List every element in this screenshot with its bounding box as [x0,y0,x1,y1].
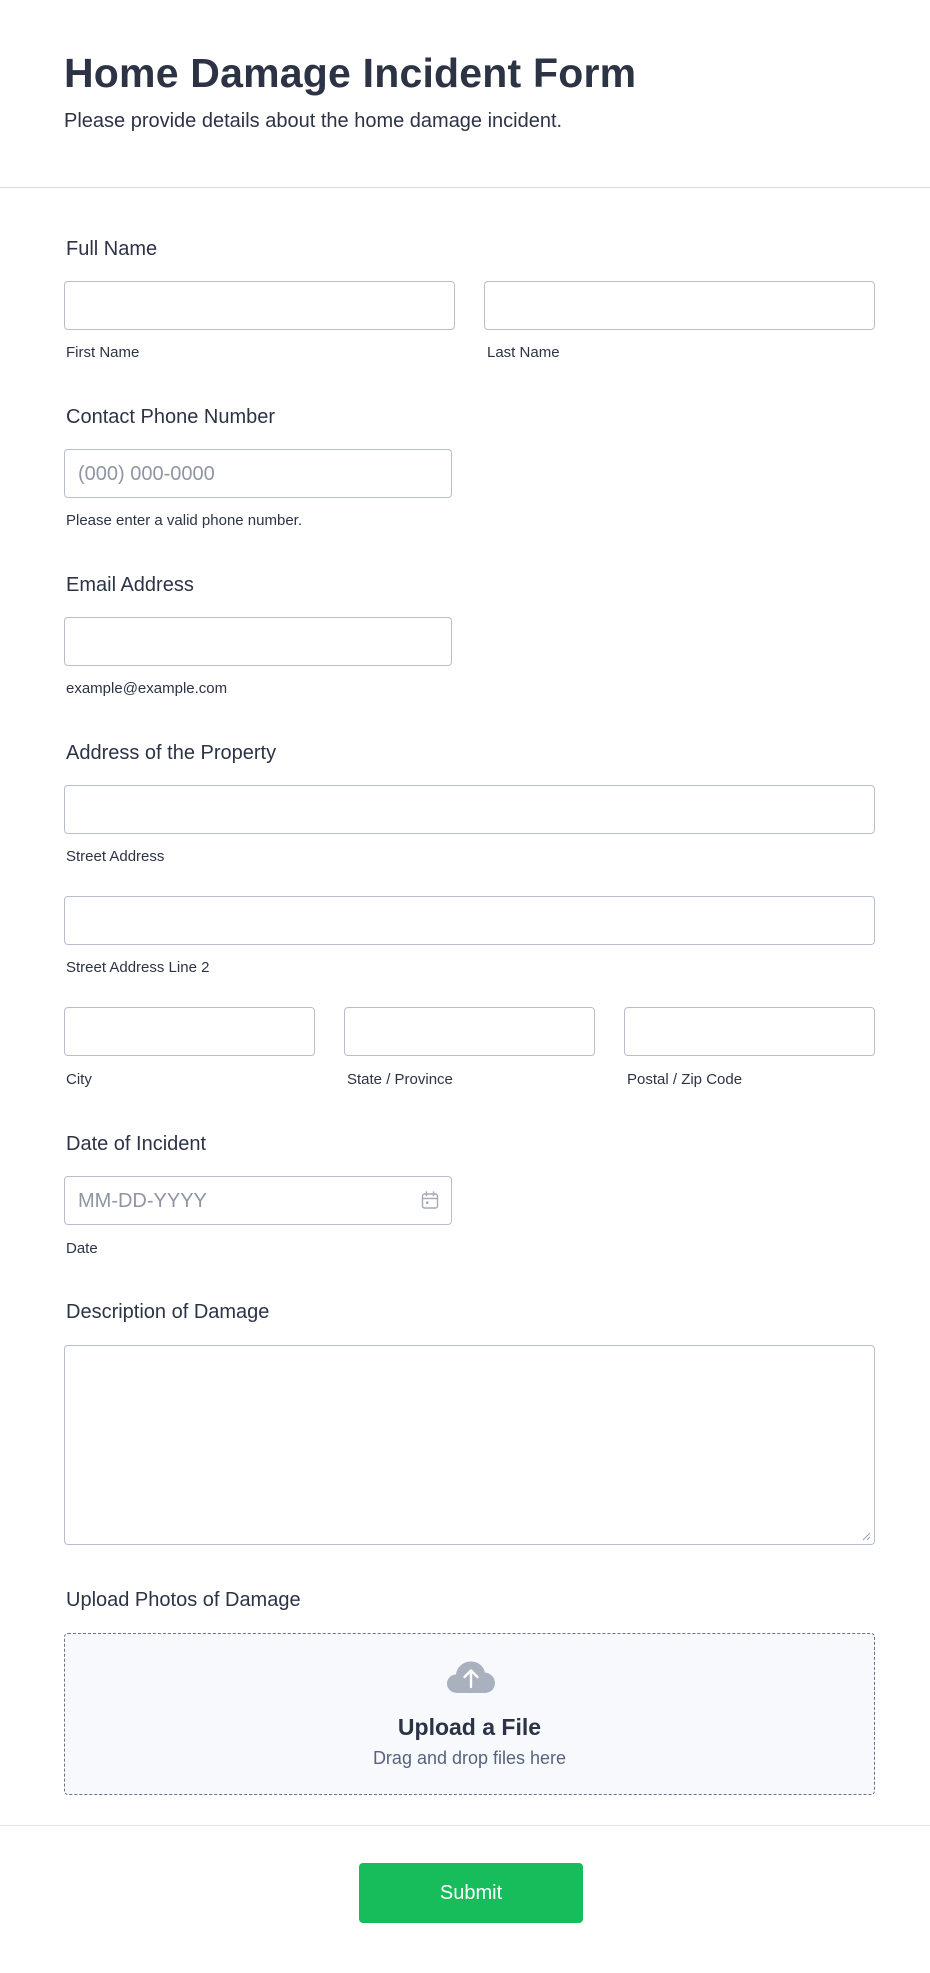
last-name-input[interactable] [484,281,875,330]
last-name-sublabel: Last Name [487,344,560,361]
form-subtitle: Please provide details about the home damage incident. [64,110,563,132]
footer-divider [0,1825,930,1826]
state-sublabel: State / Province [347,1071,453,1088]
description-textarea[interactable] [64,1345,875,1545]
submit-button[interactable]: Submit [359,1863,583,1923]
phone-placeholder: (000) 000-0000 [78,463,215,485]
email-input[interactable] [64,617,452,666]
form-title: Home Damage Incident Form [64,50,637,96]
email-sublabel: example@example.com [66,680,228,697]
email-label: Email Address [66,574,194,596]
first-name-input[interactable] [64,281,455,330]
address-label: Address of the Property [66,742,277,764]
city-sublabel: City [66,1071,92,1088]
upload-title: Upload a File [397,1714,542,1740]
date-sublabel: Date [66,1240,98,1257]
street-address-input[interactable] [64,785,875,834]
phone-input[interactable] [64,449,452,498]
date-placeholder: MM-DD-YYYY [78,1190,207,1212]
upload-label: Upload Photos of Damage [66,1589,301,1611]
phone-label: Contact Phone Number [66,406,276,428]
date-input[interactable] [64,1176,452,1225]
full-name-label: Full Name [66,238,158,260]
resize-handle-icon[interactable] [861,1531,871,1541]
phone-sublabel: Please enter a valid phone number. [66,512,302,529]
first-name-sublabel: First Name [66,344,140,361]
state-input[interactable] [344,1007,595,1056]
street-address-line2-sublabel: Street Address Line 2 [66,959,210,976]
zip-input[interactable] [624,1007,875,1056]
date-label: Date of Incident [66,1133,207,1155]
street-address-line2-input[interactable] [64,896,875,945]
upload-subtitle: Drag and drop files here [372,1748,567,1768]
upload-dropzone[interactable] [64,1633,875,1795]
zip-sublabel: Postal / Zip Code [627,1071,743,1088]
street-address-sublabel: Street Address [66,848,165,865]
form-header [0,0,930,188]
description-label: Description of Damage [66,1301,270,1323]
city-input[interactable] [64,1007,315,1056]
calendar-icon[interactable] [421,1191,439,1210]
cloud-upload-icon [446,1660,496,1694]
